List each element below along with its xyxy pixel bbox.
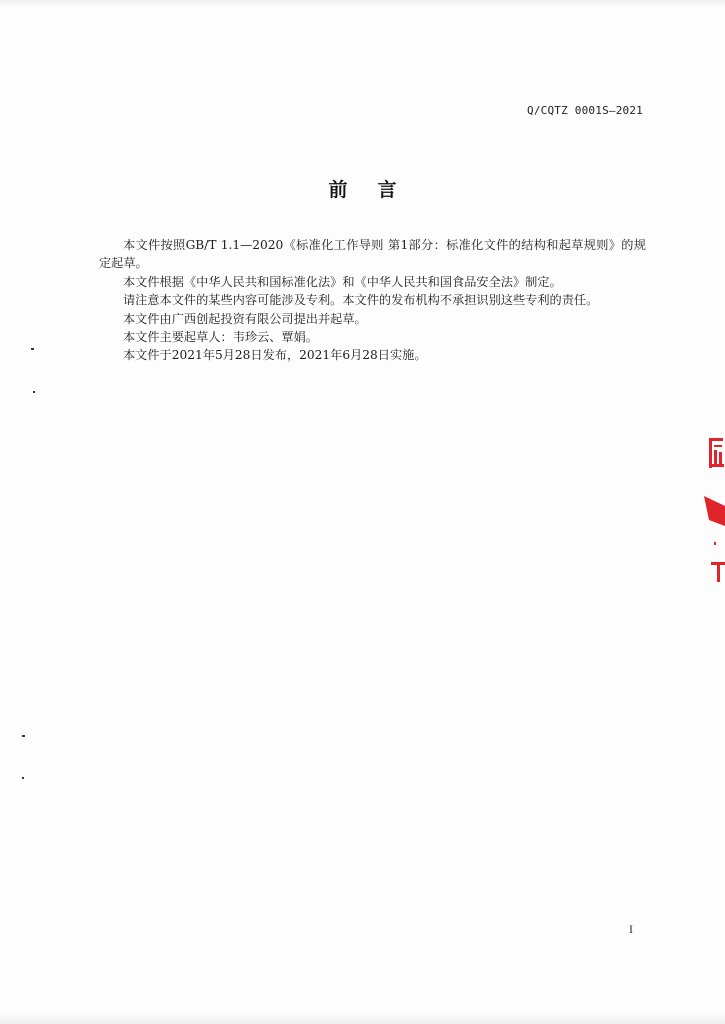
paragraph-drafting-rules: 本文件按照GB/T 1.1—2020《标准化工作导则 第1部分：标准化文件的结构和起草规则》的规定起草。 [99,238,646,271]
scan-speck [22,777,24,779]
paragraph-drafters: 本文件主要起草人：韦珍云、覃娟。 [123,330,318,345]
page-number: I [629,922,633,936]
document-code: Q/CQTZ 0001S—2021 [527,104,643,117]
red-seal-stamp-fragment [699,430,725,590]
page-title: 前言 [328,179,427,201]
scan-speck [22,735,25,737]
scan-edge-bottom [0,1012,725,1024]
paragraph-patent-notice: 请注意本文件的某些内容可能涉及专利。本文件的发布机构不承担识别这些专利的责任。 [123,293,599,308]
scan-edge-top [0,0,725,8]
foreword-body [99,236,646,365]
scan-speck [33,391,35,393]
scan-speck [31,348,34,350]
paragraph-proposer: 本文件由广西创起投资有限公司提出并起草。 [123,311,367,326]
paragraph-legal-basis: 本文件根据《中华人民共和国标准化法》和《中华人民共和国食品安全法》制定。 [123,274,562,289]
paragraph-dates: 本文件于2021年5月28日发布，2021年6月28日实施。 [123,348,427,363]
